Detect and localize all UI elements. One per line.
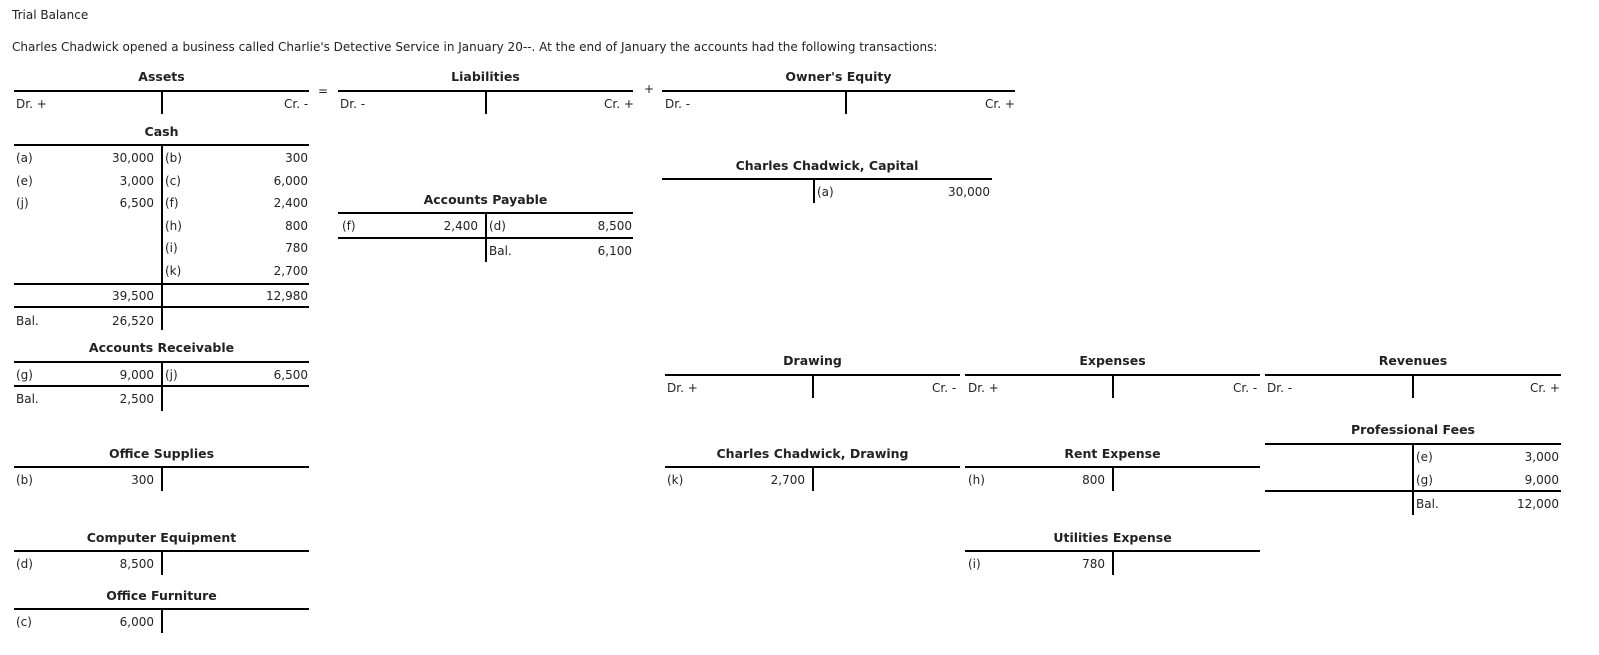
liabilities-dr-label: Dr. - — [340, 97, 366, 111]
expenses-group-heading: Expenses — [1079, 353, 1146, 368]
ap-cr-ref: (d) — [489, 219, 506, 233]
cash-cr-ref: (f) — [165, 196, 179, 210]
capital-rule — [662, 178, 992, 180]
office-furniture-dr-amt: 6,000 — [119, 615, 154, 629]
revenues-group-divider — [1412, 374, 1414, 398]
professional-fees-cr-ref: (e) — [1416, 450, 1433, 464]
assets-heading: Assets — [138, 69, 185, 84]
rent-expense-dr-amt: 800 — [1082, 473, 1105, 487]
cash-dr-ref: (j) — [16, 196, 29, 210]
cash-cr-amt: 6,000 — [273, 174, 308, 188]
professional-fees-bal-label: Bal. — [1416, 497, 1439, 511]
drawing-title: Charles Chadwick, Drawing — [716, 446, 909, 461]
office-furniture-divider — [161, 608, 163, 633]
drawing-group-cr-label: Cr. - — [932, 381, 957, 395]
utilities-expense-dr-amt: 780 — [1082, 557, 1105, 571]
professional-fees-title: Professional Fees — [1351, 422, 1475, 437]
capital-cr-amt: 30,000 — [948, 185, 990, 199]
professional-fees-cr-amt: 9,000 — [1524, 473, 1559, 487]
office-furniture-dr-ref: (c) — [16, 615, 32, 629]
cash-dr-ref: (a) — [16, 151, 33, 165]
ap-balance-rule — [338, 237, 633, 239]
cash-total-rule — [14, 283, 309, 285]
expenses-group-cr-label: Cr. - — [1233, 381, 1258, 395]
assets-divider — [161, 90, 163, 114]
office-supplies-title: Office Supplies — [108, 446, 215, 461]
equity-heading: Owner's Equity — [785, 69, 892, 84]
expenses-group-dr-label: Dr. + — [968, 381, 999, 395]
cash-dr-total: 39,500 — [112, 289, 154, 303]
rent-expense-dr-ref: (h) — [968, 473, 985, 487]
office-supplies-divider — [161, 466, 163, 491]
utilities-expense-divider — [1112, 550, 1114, 575]
ar-dr-ref: (g) — [16, 368, 33, 382]
drawing-dr-amt: 2,700 — [770, 473, 805, 487]
drawing-group-heading: Drawing — [783, 353, 842, 368]
cash-bal-label: Bal. — [16, 314, 39, 328]
liabilities-divider — [485, 90, 487, 114]
cash-dr-amt: 3,000 — [119, 174, 154, 188]
cash-divider — [161, 144, 163, 330]
office-furniture-title: Office Furniture — [106, 588, 217, 603]
professional-fees-balance: 12,000 — [1517, 497, 1559, 511]
cash-dr-ref: (e) — [16, 174, 33, 188]
computer-equipment-title: Computer Equipment — [86, 530, 237, 545]
page-title: Trial Balance — [12, 8, 89, 22]
equals-sign: = — [318, 84, 329, 98]
cash-cr-ref: (i) — [165, 241, 178, 255]
ap-cr-amt: 8,500 — [597, 219, 632, 233]
ap-dr-ref: (f) — [342, 219, 356, 233]
cash-cr-amt: 780 — [285, 241, 308, 255]
drawing-group-divider — [812, 374, 814, 398]
revenues-group-heading: Revenues — [1378, 353, 1448, 368]
rent-expense-title: Rent Expense — [1064, 446, 1161, 461]
equity-divider — [845, 90, 847, 114]
capital-divider — [813, 178, 815, 203]
professional-fees-divider — [1412, 443, 1414, 515]
ap-dr-amt: 2,400 — [443, 219, 478, 233]
capital-title: Charles Chadwick, Capital — [735, 158, 919, 173]
ar-balance-rule — [14, 385, 309, 387]
cash-title: Cash — [144, 124, 179, 139]
ap-bal-label: Bal. — [489, 244, 512, 258]
ar-bal-label: Bal. — [16, 392, 39, 406]
ar-balance: 2,500 — [119, 392, 154, 406]
equity-cr-label: Cr. + — [985, 97, 1015, 111]
drawing-group-dr-label: Dr. + — [667, 381, 698, 395]
ap-balance: 6,100 — [597, 244, 632, 258]
revenues-group-dr-label: Dr. - — [1267, 381, 1293, 395]
expenses-group-divider — [1112, 374, 1114, 398]
cash-balance: 26,520 — [112, 314, 154, 328]
cash-cr-amt: 800 — [285, 219, 308, 233]
intro-text: Charles Chadwick opened a business called Charlie's Detective Service in January 20--. At the end of January the accounts had the following transactions: — [12, 40, 938, 54]
revenues-group-cr-label: Cr. + — [1530, 381, 1560, 395]
cash-cr-total: 12,980 — [266, 289, 308, 303]
drawing-dr-ref: (k) — [667, 473, 684, 487]
ap-title: Accounts Payable — [423, 192, 548, 207]
equity-dr-label: Dr. - — [665, 97, 691, 111]
cash-cr-ref: (b) — [165, 151, 182, 165]
cash-cr-amt: 2,700 — [273, 264, 308, 278]
computer-equipment-dr-amt: 8,500 — [119, 557, 154, 571]
ar-cr-ref: (j) — [165, 368, 178, 382]
computer-equipment-dr-ref: (d) — [16, 557, 33, 571]
cash-cr-amt: 300 — [285, 151, 308, 165]
rent-expense-divider — [1112, 466, 1114, 491]
professional-fees-balance-rule — [1265, 490, 1561, 492]
drawing-divider — [812, 466, 814, 491]
liabilities-cr-label: Cr. + — [604, 97, 634, 111]
capital-cr-ref: (a) — [817, 185, 834, 199]
cash-dr-amt: 30,000 — [112, 151, 154, 165]
cash-cr-ref: (h) — [165, 219, 182, 233]
equity-rule — [662, 90, 1015, 92]
ar-title: Accounts Receivable — [88, 340, 235, 355]
cash-cr-ref: (c) — [165, 174, 181, 188]
cash-balance-rule — [14, 306, 309, 308]
cash-cr-amt: 2,400 — [273, 196, 308, 210]
office-supplies-dr-amt: 300 — [131, 473, 154, 487]
plus-sign: + — [644, 82, 655, 96]
cash-cr-ref: (k) — [165, 264, 182, 278]
office-supplies-dr-ref: (b) — [16, 473, 33, 487]
ar-cr-amt: 6,500 — [273, 368, 308, 382]
utilities-expense-dr-ref: (i) — [968, 557, 981, 571]
assets-dr-label: Dr. + — [16, 97, 47, 111]
assets-cr-label: Cr. - — [284, 97, 309, 111]
cash-dr-amt: 6,500 — [119, 196, 154, 210]
professional-fees-cr-ref: (g) — [1416, 473, 1433, 487]
computer-equipment-divider — [161, 550, 163, 575]
utilities-expense-title: Utilities Expense — [1053, 530, 1172, 545]
professional-fees-cr-amt: 3,000 — [1524, 450, 1559, 464]
liabilities-heading: Liabilities — [451, 69, 520, 84]
ar-dr-amt: 9,000 — [119, 368, 154, 382]
